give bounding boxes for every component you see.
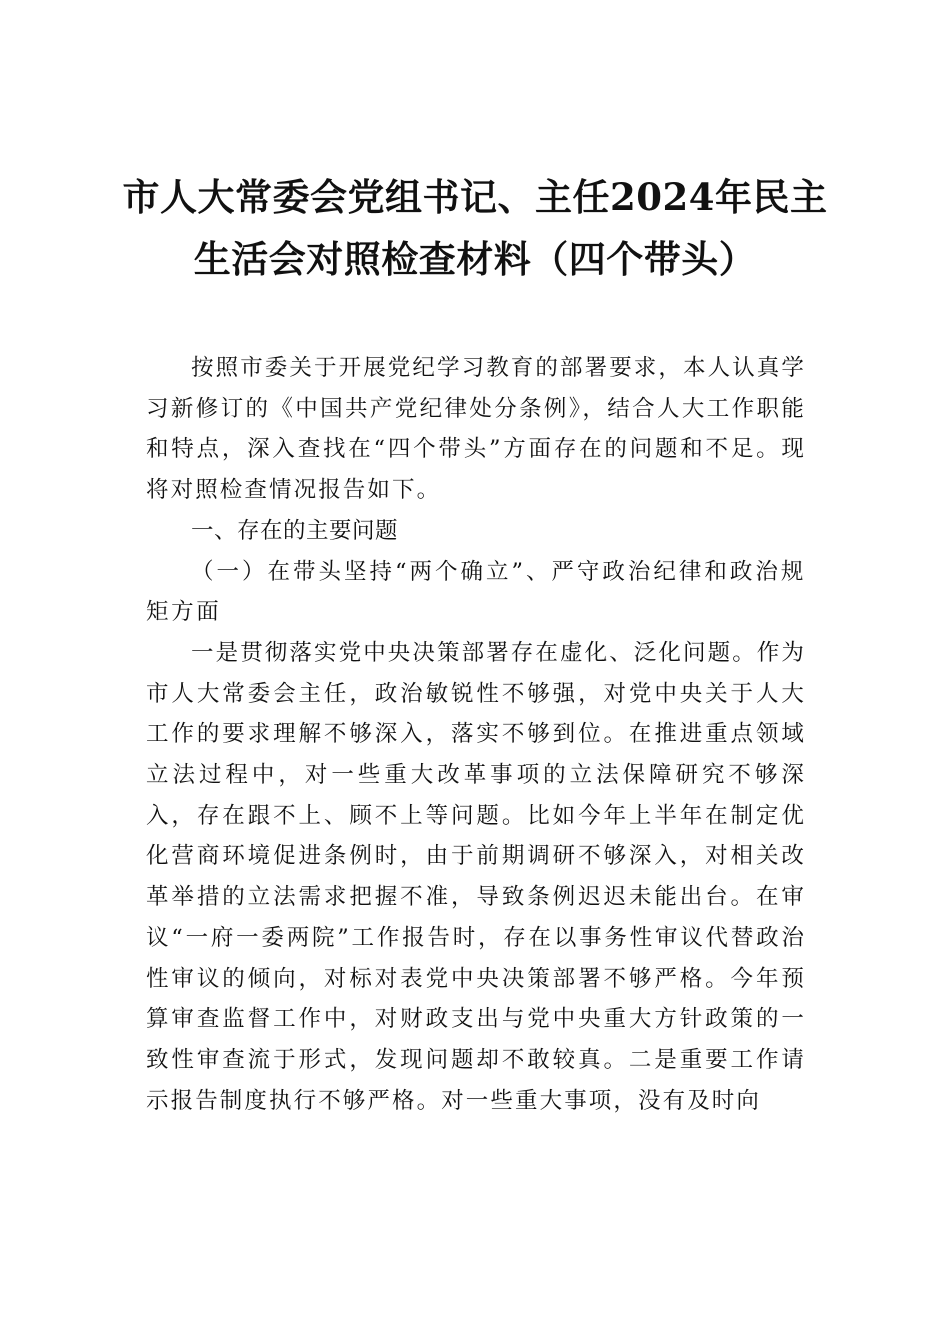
title-line-2: 生活会对照检查材料（四个带头） xyxy=(193,237,757,281)
intro-paragraph: 按照市委关于开展党纪学习教育的部署要求，本人认真学习新修订的《中国共产党纪律处分条例》，结合人大工作职能和特点，深入查找在“四个带头”方面存在的问题和不足。现将对照检查情况报告如下。 xyxy=(146,355,807,504)
document-body xyxy=(146,348,806,1121)
section-heading: 一、存在的主要问题 xyxy=(191,517,399,544)
subsection-heading: （一）在带头坚持“两个确立”、严守政治纪律和政治规矩方面 xyxy=(146,558,806,626)
title-line-1: 市人大常委会党组书记、主任2024年民主 xyxy=(122,175,828,219)
document-title xyxy=(100,166,850,290)
body-paragraph: 一是贯彻落实党中央决策部署存在虚化、泛化问题。作为市人大常委会主任，政治敏锐性不够强，对党中央关于人大工作的要求理解不够深入，落实不够到位。在推进重点领域立法过程中，对一些重大改革事项的立法保障研究不够深入，存在跟不上、顾不上等问题。比如今年上半年在制定优化营商环境促进条例时，由于前期调研不够深入，对相关改革举措的立法需求把握不准，导致条例迟迟未能出台。在审议“一府一委两院”工作报告时，存在以事务性审议代替政治性审议的倾向，对标对表党中央决策部署不够严格。今年预算审查监督工作中，对财政支出与党中央重大方针政策的一致性审查流于形式，发现问题却不敢较真。二是重要工作请示报告制度执行不够严格。对一些重大事项，没有及时向 xyxy=(146,639,807,1114)
